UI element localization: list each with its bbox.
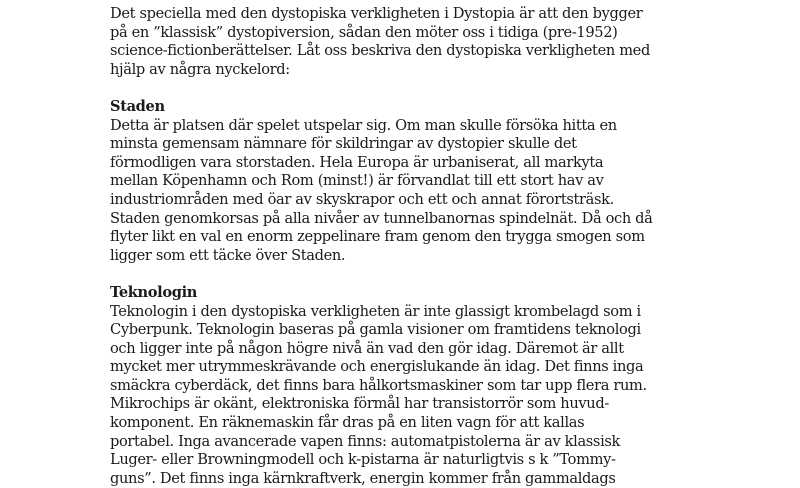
text-line: komponent. En räknemaskin får dras på en liten vagn för att kallas — [110, 414, 585, 432]
section-heading: Teknologin — [110, 283, 198, 301]
section-staden — [110, 98, 750, 265]
text-line: flyter likt en val en enorm zeppelinare fram genom den trygga smogen som — [110, 228, 645, 246]
text-line: mycket mer utrymmeskrävande och energislukande än idag. Det finns inga — [110, 358, 644, 376]
section-teknologin — [110, 284, 750, 488]
text-line: Cyberpunk. Teknologin baseras på gamla visioner om framtidens teknologi — [110, 321, 641, 339]
text-line: Staden genomkorsas på alla nivåer av tunnelbanornas spindelnät. Då och då — [110, 209, 653, 227]
spacer — [110, 265, 750, 284]
text-line: förmodligen vara storstaden. Hela Europa är urbaniserat, all markyta — [110, 153, 604, 171]
text-line: portabel. Inga avancerade vapen finns: automatpistolerna är av klassisk — [110, 432, 621, 450]
text-line: och ligger inte på någon högre nivå än vad den gör idag. Däremot är allt — [110, 339, 624, 357]
text-line: mellan Köpenhamn och Rom (minst!) är förvandlat till ett stort hav av — [110, 172, 604, 190]
text-line: ligger som ett täcke över Staden. — [110, 246, 346, 264]
text-line: på en ”klassisk” dystopiversion, sådan den möter oss i tidiga (pre-1952) — [110, 23, 618, 41]
text-line: science-fictionberättelser. Låt oss beskriva den dystopiska verkligheten med — [110, 42, 650, 60]
text-line: Detta är platsen där spelet utspelar sig. Om man skulle försöka hitta en — [110, 116, 617, 134]
text-line: industriområden med öar av skyskrapor och ett och annat förortsträsk. — [110, 190, 614, 208]
text-line: hjälp av några nyckelord: — [110, 60, 290, 78]
text-line: Mikrochips är okänt, elektroniska förmål har transistorrör som huvud- — [110, 395, 609, 413]
intro-paragraph — [110, 5, 750, 79]
text-line: guns”. Det finns inga kärnkraftverk, energin kommer från gammaldags — [110, 469, 616, 487]
spacer — [110, 79, 750, 98]
text-line: Luger- eller Browningmodell och k-pistarna är naturligtvis s k ”Tommy- — [110, 451, 616, 469]
section-heading: Staden — [110, 97, 165, 115]
text-line: minsta gemensam nämnare för skildringar av dystopier skulle det — [110, 135, 577, 153]
text-line: Teknologin i den dystopiska verkligheten är inte glassigt krombelagd som i — [110, 302, 641, 320]
document-page — [110, 5, 750, 488]
text-line: smäckra cyberdäck, det finns bara hålkortsmaskiner som tar upp flera rum. — [110, 376, 647, 394]
text-line: Det speciella med den dystopiska verkligheten i Dystopia är att den bygger — [110, 5, 643, 22]
